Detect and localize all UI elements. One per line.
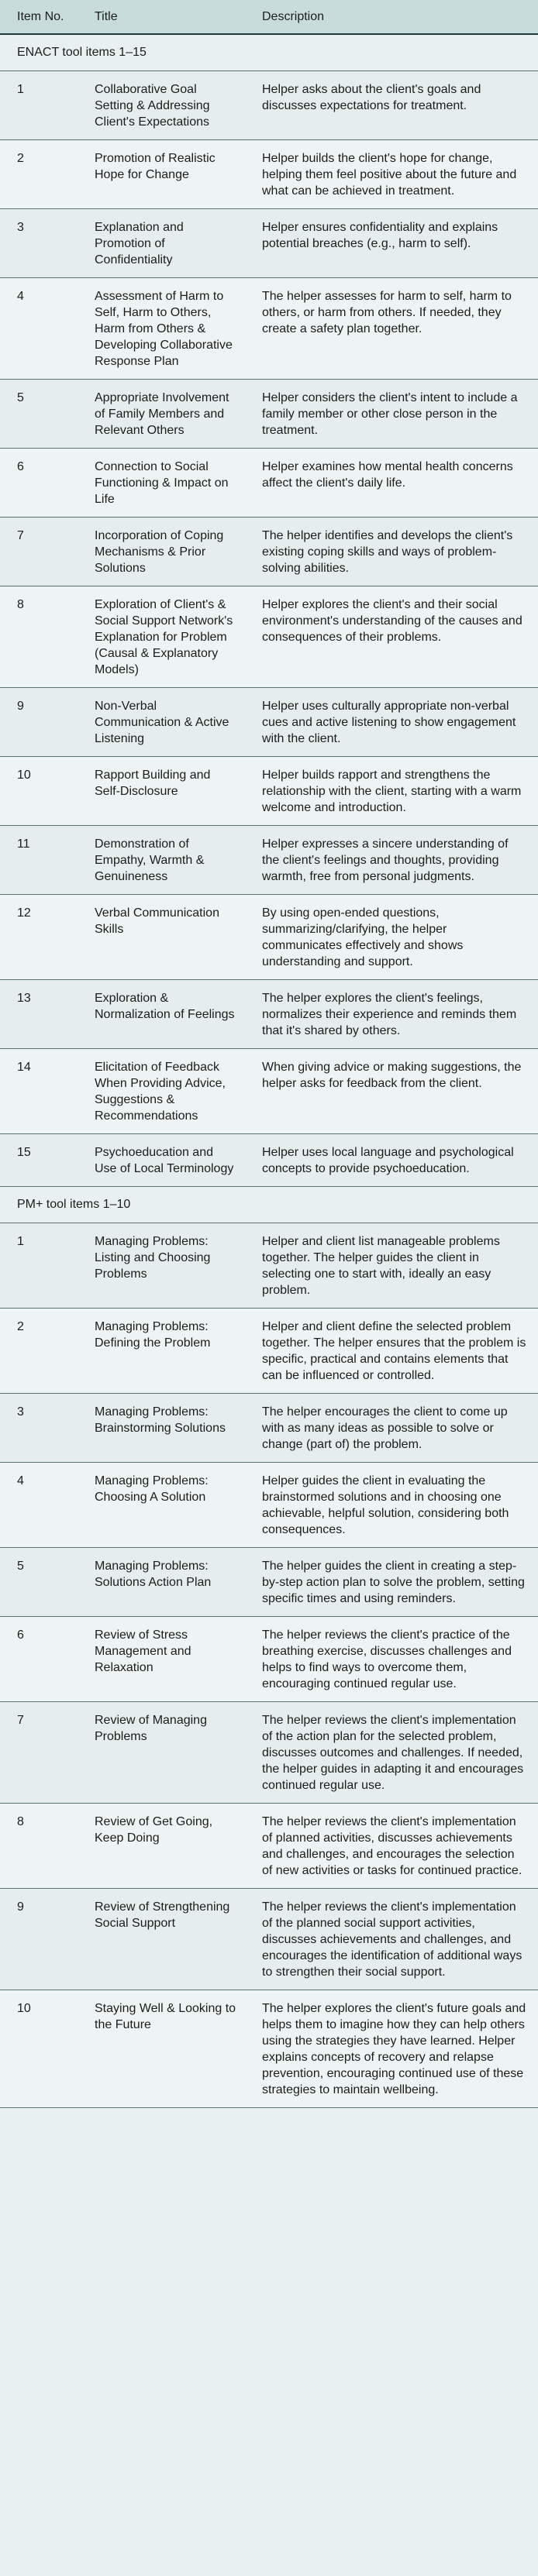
table-row bbox=[0, 140, 538, 209]
item-number: 4 bbox=[0, 278, 81, 380]
item-title: Assessment of Harm to Self, Harm to Others, Harm from Others & Developing Collaborative Response Plan bbox=[81, 278, 248, 380]
table-row bbox=[0, 1309, 538, 1394]
item-title: Psychoeducation and Use of Local Terminology bbox=[81, 1134, 248, 1187]
table-row bbox=[0, 1134, 538, 1187]
table-row bbox=[0, 449, 538, 518]
table-row bbox=[0, 1463, 538, 1548]
table-row bbox=[0, 380, 538, 449]
table-row bbox=[0, 71, 538, 140]
item-description: The helper reviews the client's practice of the breathing exercise, discusses challenges and helps to find ways to overcome them, encouraging continued regular use. bbox=[248, 1617, 538, 1702]
table-row bbox=[0, 980, 538, 1049]
item-title: Review of Get Going, Keep Doing bbox=[81, 1804, 248, 1889]
item-title: Review of Stress Management and Relaxation bbox=[81, 1617, 248, 1702]
header-description: Description bbox=[248, 0, 538, 34]
item-number: 2 bbox=[0, 1309, 81, 1394]
item-description: Helper builds the client's hope for change, helping them feel positive about the future and what can be achieved in treatment. bbox=[248, 140, 538, 209]
item-number: 8 bbox=[0, 1804, 81, 1889]
item-title: Review of Managing Problems bbox=[81, 1702, 248, 1804]
header-item-no: Item No. bbox=[0, 0, 81, 34]
item-title: Demonstration of Empathy, Warmth & Genuineness bbox=[81, 826, 248, 895]
item-description: The helper explores the client's future goals and helps them to imagine how they can help others using the strategies they have learned. Helper explains concepts of recovery and relapse prevention, encouraging continued use of these strategies to maintain wellbeing. bbox=[248, 1990, 538, 2108]
item-number: 5 bbox=[0, 380, 81, 449]
item-description: The helper explores the client's feelings, normalizes their experience and reminds them that it's shared by others. bbox=[248, 980, 538, 1049]
table-header bbox=[0, 0, 538, 34]
item-number: 13 bbox=[0, 980, 81, 1049]
item-title: Promotion of Realistic Hope for Change bbox=[81, 140, 248, 209]
item-description: Helper considers the client's intent to include a family member or other close person in the treatment. bbox=[248, 380, 538, 449]
item-number: 4 bbox=[0, 1463, 81, 1548]
item-description: By using open-ended questions, summarizing/clarifying, the helper communicates effectively and shows understanding and support. bbox=[248, 895, 538, 980]
item-description: The helper encourages the client to come up with as many ideas as possible to solve or change (part of) the problem. bbox=[248, 1394, 538, 1463]
item-description: The helper reviews the client's implementation of planned activities, discusses achievements and challenges, and encourages the selection of new activities or tasks for continued practice. bbox=[248, 1804, 538, 1889]
item-description: The helper identifies and develops the client's existing coping skills and ways of problem-solving abilities. bbox=[248, 518, 538, 586]
item-description: Helper examines how mental health concerns affect the client's daily life. bbox=[248, 449, 538, 518]
item-title: Verbal Communication Skills bbox=[81, 895, 248, 980]
item-description: When giving advice or making suggestions, the helper asks for feedback from the client. bbox=[248, 1049, 538, 1134]
table-row bbox=[0, 688, 538, 757]
item-description: Helper and client define the selected problem together. The helper ensures that the problem is specific, practical and contains elements that can be influenced or controlled. bbox=[248, 1309, 538, 1394]
table-row bbox=[0, 1548, 538, 1617]
item-description: Helper explores the client's and their social environment's understanding of the causes and consequences of their problems. bbox=[248, 586, 538, 688]
table-row bbox=[0, 1702, 538, 1804]
table-row bbox=[0, 1223, 538, 1309]
item-number: 14 bbox=[0, 1049, 81, 1134]
item-title: Connection to Social Functioning & Impact on Life bbox=[81, 449, 248, 518]
item-number: 12 bbox=[0, 895, 81, 980]
item-number: 11 bbox=[0, 826, 81, 895]
item-title: Explanation and Promotion of Confidentiality bbox=[81, 209, 248, 278]
table-row bbox=[0, 757, 538, 826]
section-row bbox=[0, 1187, 538, 1223]
item-description: Helper ensures confidentiality and explains potential breaches (e.g., harm to self). bbox=[248, 209, 538, 278]
item-title: Review of Strengthening Social Support bbox=[81, 1889, 248, 1990]
item-number: 9 bbox=[0, 1889, 81, 1990]
item-title: Elicitation of Feedback When Providing Advice, Suggestions & Recommendations bbox=[81, 1049, 248, 1134]
table-row bbox=[0, 826, 538, 895]
table-row bbox=[0, 895, 538, 980]
item-number: 8 bbox=[0, 586, 81, 688]
item-number: 10 bbox=[0, 1990, 81, 2108]
item-description: Helper guides the client in evaluating the brainstormed solutions and in choosing one achievable, helpful solution, considering both consequences. bbox=[248, 1463, 538, 1548]
item-title: Managing Problems: Listing and Choosing Problems bbox=[81, 1223, 248, 1309]
table-row bbox=[0, 1394, 538, 1463]
item-title: Managing Problems: Defining the Problem bbox=[81, 1309, 248, 1394]
item-title: Incorporation of Coping Mechanisms & Prior Solutions bbox=[81, 518, 248, 586]
item-description: Helper uses local language and psychological concepts to provide psychoeducation. bbox=[248, 1134, 538, 1187]
item-number: 1 bbox=[0, 71, 81, 140]
item-title: Rapport Building and Self-Disclosure bbox=[81, 757, 248, 826]
section-label: PM+ tool items 1–10 bbox=[0, 1187, 538, 1223]
item-number: 2 bbox=[0, 140, 81, 209]
section-row bbox=[0, 34, 538, 71]
table-row bbox=[0, 1889, 538, 1990]
item-number: 9 bbox=[0, 688, 81, 757]
item-description: Helper asks about the client's goals and discusses expectations for treatment. bbox=[248, 71, 538, 140]
table-row bbox=[0, 586, 538, 688]
item-description: The helper reviews the client's implementation of the planned social support activities, discusses achievements and challenges, and encourages the identification of additional ways to strengthen their social support. bbox=[248, 1889, 538, 1990]
item-title: Collaborative Goal Setting & Addressing Client's Expectations bbox=[81, 71, 248, 140]
header-title: Title bbox=[81, 0, 248, 34]
item-description: Helper builds rapport and strengthens the relationship with the client, starting with a warm welcome and introduction. bbox=[248, 757, 538, 826]
item-title: Managing Problems: Choosing A Solution bbox=[81, 1463, 248, 1548]
item-title: Exploration & Normalization of Feelings bbox=[81, 980, 248, 1049]
item-number: 6 bbox=[0, 1617, 81, 1702]
item-title: Managing Problems: Brainstorming Solutions bbox=[81, 1394, 248, 1463]
table-row bbox=[0, 518, 538, 586]
table-row bbox=[0, 1990, 538, 2108]
item-number: 10 bbox=[0, 757, 81, 826]
item-description: Helper expresses a sincere understanding of the client's feelings and thoughts, providing warmth, free from personal judgments. bbox=[248, 826, 538, 895]
item-title: Non-Verbal Communication & Active Listening bbox=[81, 688, 248, 757]
item-title: Exploration of Client's & Social Support Network's Explanation for Problem (Causal & Explanatory Models) bbox=[81, 586, 248, 688]
item-number: 3 bbox=[0, 209, 81, 278]
table-row bbox=[0, 1617, 538, 1702]
section-label: ENACT tool items 1–15 bbox=[0, 34, 538, 71]
item-description: Helper uses culturally appropriate non-verbal cues and active listening to show engagement with the client. bbox=[248, 688, 538, 757]
item-number: 7 bbox=[0, 518, 81, 586]
item-number: 3 bbox=[0, 1394, 81, 1463]
header-row bbox=[0, 0, 538, 34]
table-row bbox=[0, 1804, 538, 1889]
item-number: 6 bbox=[0, 449, 81, 518]
table-row bbox=[0, 209, 538, 278]
item-description: Helper and client list manageable problems together. The helper guides the client in selecting one to start with, ideally an easy problem. bbox=[248, 1223, 538, 1309]
table-row bbox=[0, 1049, 538, 1134]
item-number: 1 bbox=[0, 1223, 81, 1309]
item-number: 7 bbox=[0, 1702, 81, 1804]
item-description: The helper reviews the client's implementation of the action plan for the selected problem, discusses outcomes and challenges. If needed, the helper guides in adapting it and encourages continued regular use. bbox=[248, 1702, 538, 1804]
item-description: The helper guides the client in creating a step-by-step action plan to solve the problem, setting specific times and using reminders. bbox=[248, 1548, 538, 1617]
item-title: Appropriate Involvement of Family Members and Relevant Others bbox=[81, 380, 248, 449]
item-title: Staying Well & Looking to the Future bbox=[81, 1990, 248, 2108]
item-title: Managing Problems: Solutions Action Plan bbox=[81, 1548, 248, 1617]
table-row bbox=[0, 278, 538, 380]
table-body bbox=[0, 34, 538, 2108]
item-number: 15 bbox=[0, 1134, 81, 1187]
item-description: The helper assesses for harm to self, harm to others, or harm from others. If needed, they create a safety plan together. bbox=[248, 278, 538, 380]
item-number: 5 bbox=[0, 1548, 81, 1617]
